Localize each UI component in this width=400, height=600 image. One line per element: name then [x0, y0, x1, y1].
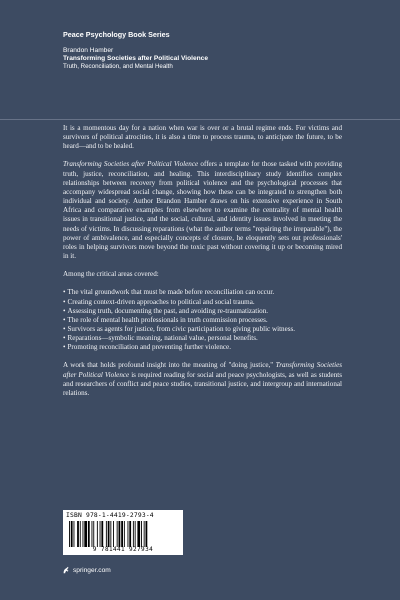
author-name: Brandon Hamber — [63, 47, 114, 54]
ean-digits: 9 781441 927934 — [92, 546, 154, 553]
areas-list — [63, 288, 342, 352]
list-item: • The vital groundwork that must be made before reconciliation can occur. — [63, 288, 342, 297]
list-item: • The role of mental health professionals in truth commission processes. — [63, 316, 342, 325]
barcode — [63, 510, 183, 555]
barcode-bars — [68, 521, 178, 547]
book-subtitle: Truth, Reconciliation, and Mental Health — [63, 63, 173, 70]
book-title: Transforming Societies after Political Violence — [63, 55, 208, 62]
divider — [0, 119, 400, 120]
blurb-book-title: Transforming Societies after Political Violence — [63, 160, 199, 169]
list-item: • Survivors as agents for justice, from civic participation to giving public witness. — [63, 325, 342, 334]
list-item: • Assessing truth, documenting the past, and avoiding re-traumatization. — [63, 307, 342, 316]
blurb-paragraph-3 — [63, 361, 342, 398]
blurb — [63, 124, 342, 407]
blurb-paragraph-1: It is a momentous day for a nation when war is over or a brutal regime ends. For victims and survivors of political atrocities, it is also a time to process trauma, to anticipate the future, to be heard—and to be healed. — [63, 124, 342, 151]
blurb-paragraph-3-text: is required reading for social and peace psychologists, as well as students and researchers of conflict and peace studies, transitional justice, and intergroup and international relations. — [63, 370, 342, 397]
series-name: Peace Psychology Book Series — [63, 30, 170, 39]
blurb-paragraph-2 — [63, 160, 342, 261]
publisher-url[interactable]: springer.com — [73, 566, 111, 574]
springer-horse-icon — [62, 566, 70, 574]
blurb-paragraph-3-start: A work that holds profound insight into the meaning of "doing justice," — [63, 361, 276, 370]
list-intro: Among the critical areas covered: — [63, 270, 159, 279]
blurb-book-title-2: Transforming Societies after Political Violence — [63, 361, 342, 379]
publisher-footer — [62, 566, 111, 574]
isbn-text: ISBN 978-1-4419-2793-4 — [66, 512, 154, 519]
cover-header — [63, 30, 383, 71]
list-item: • Reparations—symbolic meaning, national value, personal benefits. — [63, 334, 342, 343]
list-item: • Creating context-driven approaches to political and social trauma. — [63, 298, 342, 307]
list-item: • Promoting reconciliation and preventing further violence. — [63, 343, 342, 352]
blurb-paragraph-2-text: offers a template for those tasked with providing truth, justice, reconciliation, and healing. This interdisciplinary study identifies complex relationships between recovery from political violence and the psychological processes that accompany widespread social change, showing how these can be integrated to strengthen both individual and society. Author Brandon Hamber draws on his extensive experience in South Africa and comparative examples from elsewhere to examine the centrality of mental health issues in transitional justice, and the social, cultural, and identity issues involved in meeting the needs of victims. In discussing reparations (what the author terms "repairing the irreparable"), the power of ambivalence, and especially concepts of closure, he eloquently sets out professionals' roles in helping survivors move beyond the toxic past without covering it up or becoming mired in it. — [63, 160, 342, 261]
